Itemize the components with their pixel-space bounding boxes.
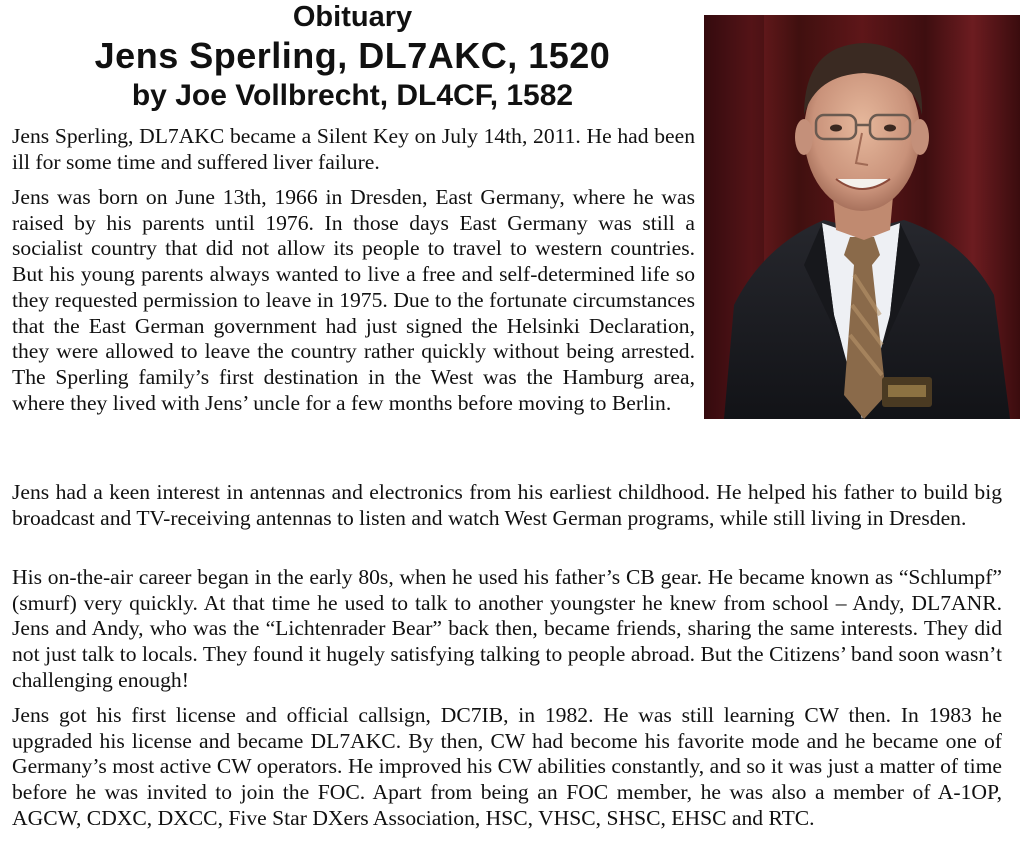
paragraph-early-life: Jens was born on June 13th, 1966 in Dresden, East Germany, where he was raised by his parents until 1976. In those days East Germany was still a socialist country that did not allow its people to travel to western countries. But his young parents always wanted to live a free and self-determined life so they requested permission to leave in 1975. Due to the fortunate circumstances that the East German government had just signed the Helsinki Declaration, they were allowed to leave the country rather quickly without being arrested. The Sperling family’s first destination in the West was the Hamburg area, where they lived with Jens’ uncle for a few months before moving to Berlin. — [12, 185, 695, 415]
article-title: Jens Sperling, DL7AKC, 1520 — [94, 35, 611, 76]
paragraph-antennas: Jens had a keen interest in antennas and electronics from his earliest childhood. He helped his father to build big broadcast and TV-receiving antennas to listen and watch West German programs, while still living in Dresden. — [12, 480, 1002, 530]
paragraph-license: Jens got his first license and official callsign, DC7IB, in 1982. He was still learning CW then. In 1983 he upgraded his license and became DL7AKC. By then, CW had become his favorite mode and he became one of Germany’s most active CW operators. He improved his CW abilities constantly, and so it was just a matter of time before he was invited to join the FOC. Apart from being an FOC member, he was also a member of A-1OP, AGCW, CDXC, DXCC, Five Star DXers Association, HSC, VHSC, SHSC, EHSC and RTC. — [12, 703, 1002, 830]
section-label: Obituary — [292, 1, 413, 33]
paragraph-cb-career: His on-the-air career began in the early 80s, when he used his father’s CB gear. He became known as “Schlumpf” (smurf) very quickly. At that time he used to talk to another youngster he knew from school – Andy, DL7ANR. Jens and Andy, who was the “Lichtenrader Bear” back then, became friends, sharing the same interests. They did not just talk to locals. They found it hugely satisfying talking to people abroad. But the Citizens’ band soon wasn’t challenging enough! — [12, 565, 1002, 692]
byline: by Joe Vollbrecht, DL4CF, 1582 — [131, 79, 574, 112]
portrait-photo — [704, 15, 1020, 419]
paragraph-intro: Jens Sperling, DL7AKC became a Silent Key on July 14th, 2011. He had been ill for some time and suffered liver failure. — [12, 124, 695, 174]
